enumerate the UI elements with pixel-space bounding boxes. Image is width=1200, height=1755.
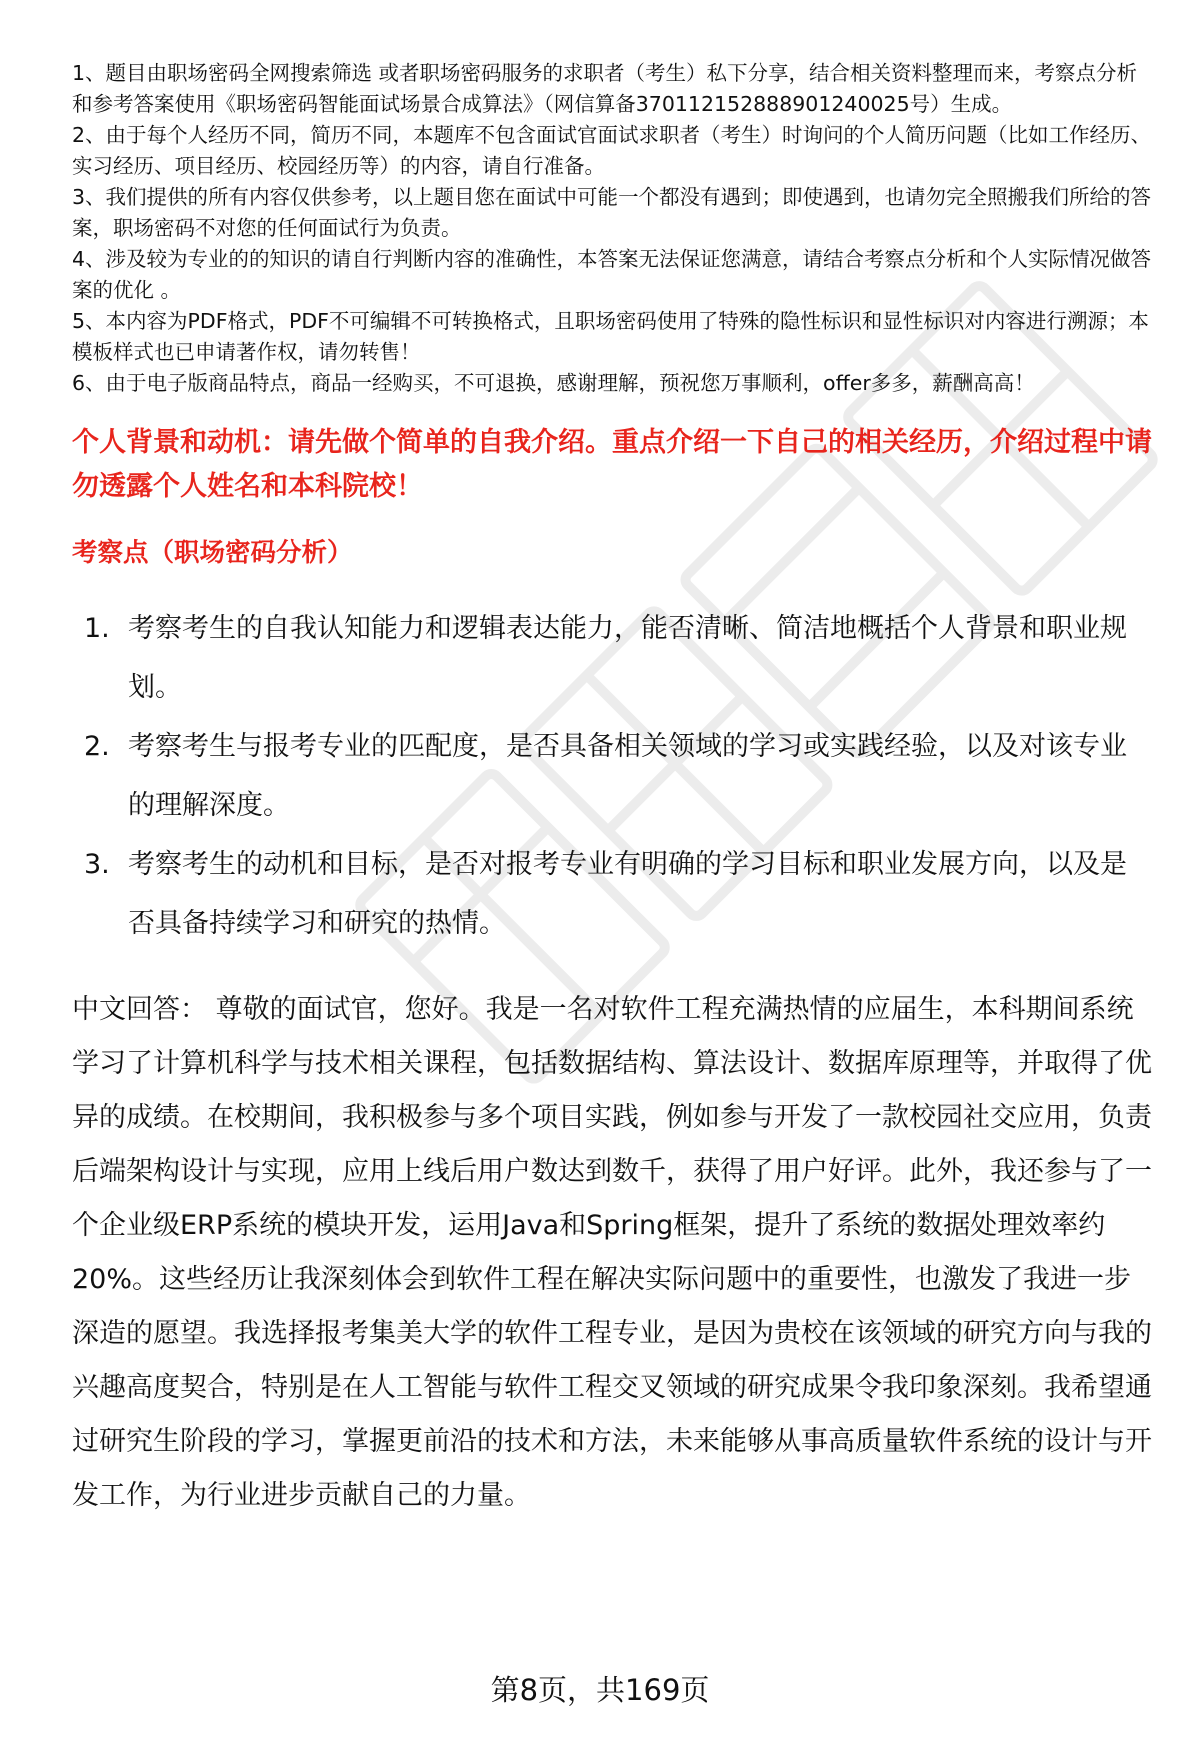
list-item [72, 599, 1152, 717]
page-number-footer: 第8页，共169页 [490, 1673, 710, 1707]
answer-paragraph: 中文回答： 尊敬的面试官，您好。我是一名对软件工程充满热情的应届生，本科期间系统学习了计算机科学与技术相关课程，包括数据结构、算法设计、数据库原理等，并取得了优异的成绩。在校期间，我积极参与多个项目实践，例如参与开发了一款校园社交应用，负责后端架构设计与实现，应用上线后用户数达到数千，获得了用户好评。此外，我还参与了一个企业级ERP系统的模块开发，运用Java和Spring框架，提升了系统的数据处理效率约20%。这些经历让我深刻体会到软件工程在解决实际问题中的重要性，也激发了我进一步深造的愿望。我选择报考集美大学的软件工程专业，是因为贵校在该领域的研究方向与我的兴趣高度契合，特别是在人工智能与软件工程交叉领域的研究成果令我印象深刻。我希望通过研究生阶段的学习，掌握更前沿的技术和方法，未来能够从事高质量软件系统的设计与开发工作，为行业进步贡献自己的力量。 [72, 994, 1152, 1511]
note-item: 2、由于每个人经历不同，简历不同，本题库不包含面试官面试求职者（考生）时询问的个人简历问题（比如工作经历、实习经历、项目经历、校园经历等）的内容，请自行准备。 [72, 123, 1152, 178]
list-item-number: 1. [84, 613, 110, 644]
question-heading: 个人背景和动机：请先做个简单的自我介绍。重点介绍一下自己的相关经历，介绍过程中请勿透露个人姓名和本科院校！ [72, 427, 1152, 502]
list-item-number: 3. [84, 849, 110, 880]
disclaimer-notes [72, 58, 1152, 399]
note-item: 3、我们提供的所有内容仅供参考，以上题目您在面试中可能一个都没有遇到；即使遇到，也请勿完全照搬我们所给的答案，职场密码不对您的任何面试行为负责。 [72, 185, 1152, 240]
note-item: 4、涉及较为专业的的知识的请自行判断内容的准确性，本答案无法保证您满意，请结合考察点分析和个人实际情况做答案的优化 。 [72, 247, 1152, 302]
analysis-title: 考察点（职场密码分析） [72, 538, 353, 568]
list-item-text: 考察考生的动机和目标，是否对报考专业有明确的学习目标和职业发展方向，以及是否具备持续学习和研究的热情。 [128, 849, 1127, 939]
note-item: 5、本内容为PDF格式，PDF不可编辑不可转换格式，且职场密码使用了特殊的隐性标识和显性标识对内容进行溯源；本模板样式也已申请著作权，请勿转售！ [72, 309, 1149, 364]
list-item [72, 717, 1152, 835]
analysis-points-list [72, 599, 1152, 953]
note-item: 6、由于电子版商品特点，商品一经购买，不可退换，感谢理解，预祝您万事顺利，offer多多，薪酬高高！ [72, 371, 1035, 395]
list-item-text: 考察考生的自我认知能力和逻辑表达能力，能否清晰、简洁地概括个人背景和职业规划。 [128, 613, 1127, 703]
list-item [72, 835, 1152, 953]
note-item: 1、题目由职场密码全网搜索筛选 或者职场密码服务的求职者（考生）私下分享，结合相关资料整理而来，考察点分析和参考答案使用《职场密码智能面试场景合成算法》（网信算备370112152888901240025号）生成。 [72, 61, 1138, 116]
list-item-number: 2. [84, 731, 110, 762]
list-item-text: 考察考生与报考专业的匹配度，是否具备相关领域的学习或实践经验，以及对该专业的理解深度。 [128, 731, 1127, 821]
